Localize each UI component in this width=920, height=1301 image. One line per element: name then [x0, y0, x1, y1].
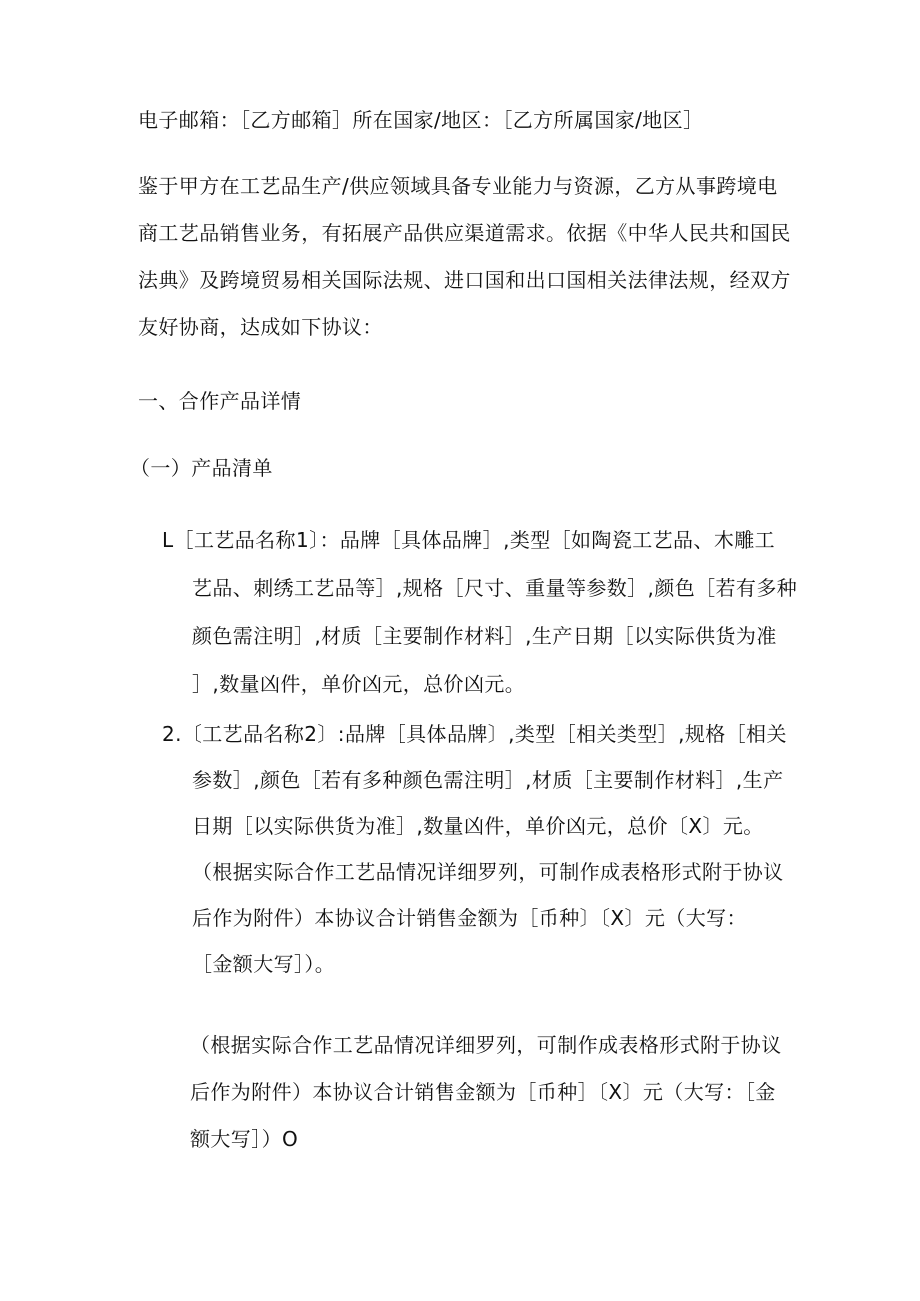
item1-line: 颜色需注明］,材质［主要制作材料］,生产日期［以实际供货为准: [192, 624, 777, 648]
product-item-1: [162, 516, 797, 708]
preamble-line: 商工艺品销售业务，有拓展产品供应渠道需求。依据《中华人民共和国民: [138, 221, 791, 245]
note-line: （根据实际合作工艺品情况详细罗列，可制作成表格形式附于协议: [190, 1033, 782, 1057]
subsection-heading: （一）产品清单: [130, 456, 273, 480]
item1-line: ］,数量凶件，单价凶元，总价凶元。: [192, 672, 526, 696]
item2-line: （根据实际合作工艺品情况详细罗列，可制作成表格形式附于协议: [192, 860, 784, 884]
preamble-line: 法典》及跨境贸易相关国际法规、进口国和出口国相关法律法规，经双方: [138, 268, 791, 292]
note-line: 后作为附件）本协议合计销售金额为［币种］〔X〕元（大写：［金: [190, 1080, 776, 1104]
item1-line: L［工艺品名称1〕：品牌［具体品牌］,类型［如陶瓷工艺品、木雕工: [162, 528, 776, 552]
contact-text: 电子邮箱：［乙方邮箱］所在国家/地区：［乙方所属国家/地区］: [138, 108, 704, 132]
item2-line: 日期［以实际供货为准］,数量凶件，单价凶元，总价〔X〕元。: [192, 814, 764, 838]
note-paragraph: [190, 1022, 782, 1163]
preamble-line: 友好协商，达成如下协议：: [138, 315, 383, 339]
note-line: 额大写］）O: [190, 1127, 299, 1151]
item2-line: 后作为附件）本协议合计销售金额为［币种〕〔X〕元（大写：: [192, 906, 747, 930]
product-item-2: [162, 711, 787, 987]
item2-line: ［金额大写］）。: [192, 952, 336, 976]
preamble-paragraph: [138, 163, 791, 351]
item1-line: 艺品、刺绣工艺品等］,规格［尺寸、重量等参数］,颜色［若有多种: [192, 576, 798, 600]
preamble-line: 鉴于甲方在工艺品生产/供应领域具备专业能力与资源，乙方从事跨境电: [138, 174, 778, 198]
item2-line: 参数］,颜色［若有多种颜色需注明］,材质［主要制作材料］,生产: [192, 768, 784, 792]
section-heading: 一、合作产品详情: [138, 389, 302, 413]
contact-line: [138, 97, 703, 144]
item2-line: 2.〔工艺品名称2〕:品牌［具体品牌〕,类型［相关类型］,规格［相关: [162, 722, 787, 746]
